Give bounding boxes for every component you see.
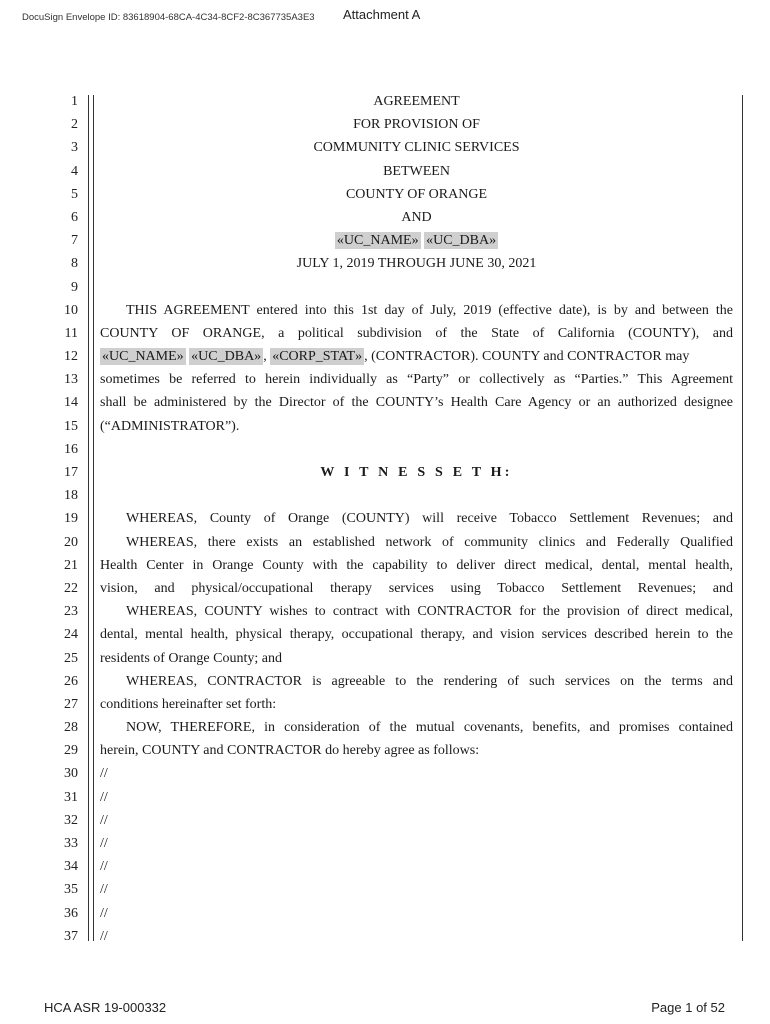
- slash-mark: //: [100, 882, 108, 898]
- line-number: 19: [64, 511, 78, 527]
- line-number: 27: [64, 696, 78, 712]
- blank-line: [100, 484, 733, 507]
- slash-mark: //: [100, 812, 108, 828]
- line-number: 32: [64, 812, 78, 828]
- title-contractor-line: [100, 229, 733, 252]
- line-number: 14: [64, 395, 78, 411]
- line-number: 4: [71, 163, 78, 179]
- footer-page-number: Page 1 of 52: [651, 1000, 725, 1015]
- recital-line: WHEREAS, COUNTY wishes to contract with CONTRACTOR for the provision of direct medical,: [126, 604, 733, 620]
- line-number: 9: [71, 279, 78, 295]
- recital-line: residents of Orange County; and: [100, 650, 282, 666]
- slash-mark: //: [100, 766, 108, 782]
- margin-rule-right: [742, 95, 743, 941]
- agreement-body: [100, 90, 733, 948]
- slash-mark: //: [100, 928, 108, 944]
- title-line: COMMUNITY CLINIC SERVICES: [313, 140, 520, 156]
- line-number: 17: [64, 465, 78, 480]
- recital-line: Health Center in Orange County with the capability to deliver direct medical, dental, mental health,: [100, 557, 733, 573]
- recital-line: WHEREAS, CONTRACTOR is agreeable to the rendering of such services on the terms and: [126, 673, 733, 689]
- recital-line: dental, mental health, physical therapy, occupational therapy, and vision services described herein to the: [100, 627, 733, 643]
- line-number: 2: [71, 117, 78, 133]
- line-number: 6: [71, 209, 78, 225]
- line-number: 7: [71, 233, 78, 249]
- slash-mark: //: [100, 836, 108, 851]
- merge-field-uc-name[interactable]: «UC_NAME»: [102, 349, 184, 365]
- line-number: 36: [64, 905, 78, 921]
- line-number: 26: [64, 673, 78, 689]
- line-number: 23: [64, 604, 78, 620]
- recital-line: WHEREAS, there exists an established network of community clinics and Federally Qualified: [126, 534, 733, 550]
- title-line: FOR PROVISION OF: [353, 117, 480, 133]
- line-number: 1: [71, 94, 78, 109]
- margin-rule-left-inner: [93, 95, 94, 941]
- recital-line: NOW, THEREFORE, in consideration of the mutual covenants, benefits, and promises contained: [126, 720, 733, 736]
- intro-line: sometimes be referred to herein individually as “Party” or collectively as “Parties.” This Agreement: [100, 372, 733, 388]
- slash-mark: //: [100, 789, 108, 805]
- term-line: JULY 1, 2019 THROUGH JUNE 30, 2021: [296, 256, 537, 272]
- slash-mark: //: [100, 905, 108, 921]
- line-number: 21: [64, 557, 78, 573]
- intro-line: (“ADMINISTRATOR”).: [100, 418, 240, 434]
- line-number: 24: [64, 627, 78, 643]
- line-number: 16: [64, 441, 78, 457]
- line-number: 15: [64, 418, 78, 434]
- blank-line: [100, 438, 733, 461]
- intro-line: COUNTY OF ORANGE, a political subdivision of the State of California (COUNTY), and: [100, 325, 733, 341]
- slash-mark: //: [100, 859, 108, 875]
- line-number: 12: [64, 349, 78, 365]
- title-line: AND: [401, 209, 432, 225]
- witnesseth-heading: W I T N E S S E T H:: [320, 465, 513, 480]
- line-number: 37: [64, 928, 78, 944]
- merge-field-uc-name[interactable]: «UC_NAME»: [336, 233, 419, 249]
- intro-line-fields: [100, 345, 733, 368]
- line-number: 11: [64, 325, 78, 341]
- recital-line: herein, COUNTY and CONTRACTOR do hereby agree as follows:: [100, 743, 480, 759]
- merge-field-uc-dba[interactable]: «UC_DBA»: [191, 349, 262, 365]
- recital-line: vision, and physical/occupational therapy services using Tobacco Settlement Revenues; and: [100, 580, 733, 596]
- line-number: 25: [64, 650, 78, 666]
- intro-line: shall be administered by the Director of the COUNTY’s Health Care Agency or an authorized designee: [100, 395, 733, 411]
- line-number: 29: [64, 743, 78, 759]
- line-number: 33: [64, 836, 78, 851]
- line-number: 30: [64, 766, 78, 782]
- title-line: COUNTY OF ORANGE: [345, 186, 488, 202]
- line-number: 28: [64, 720, 78, 736]
- line-number: 18: [64, 488, 78, 504]
- line-number: 34: [64, 859, 78, 875]
- line-number-gutter: [40, 90, 78, 948]
- line-number: 10: [64, 302, 78, 318]
- line-number: 31: [64, 789, 78, 805]
- attachment-label: Attachment A: [343, 7, 421, 22]
- footer-document-reference: HCA ASR 19-000332: [44, 1000, 167, 1015]
- merge-field-uc-dba[interactable]: «UC_DBA»: [426, 233, 497, 249]
- envelope-id: DocuSign Envelope ID: 83618904-68CA-4C34-8CF2-8C367735A3E3: [22, 12, 315, 23]
- recital-line: conditions hereinafter set forth:: [100, 696, 277, 712]
- intro-line: THIS AGREEMENT entered into this 1st day of July, 2019 (effective date), is by and between the: [126, 302, 733, 318]
- line-number: 22: [64, 580, 78, 596]
- margin-rule-left-outer: [88, 95, 89, 941]
- separator: ,: [263, 349, 267, 365]
- title-line: AGREEMENT: [373, 94, 460, 109]
- line-number: 20: [64, 534, 78, 550]
- title-line: BETWEEN: [383, 163, 450, 179]
- line-number: 35: [64, 882, 78, 898]
- line-number: 5: [71, 186, 78, 202]
- merge-field-corp-stat[interactable]: «CORP_STAT»: [272, 349, 363, 365]
- recital-line: WHEREAS, County of Orange (COUNTY) will receive Tobacco Settlement Revenues; and: [126, 511, 733, 527]
- line-number: 13: [64, 372, 78, 388]
- intro-line-rest: , (CONTRACTOR). COUNTY and CONTRACTOR may: [364, 349, 690, 365]
- blank-line: [100, 276, 733, 299]
- line-number: 8: [71, 256, 78, 272]
- line-number: 3: [71, 140, 78, 156]
